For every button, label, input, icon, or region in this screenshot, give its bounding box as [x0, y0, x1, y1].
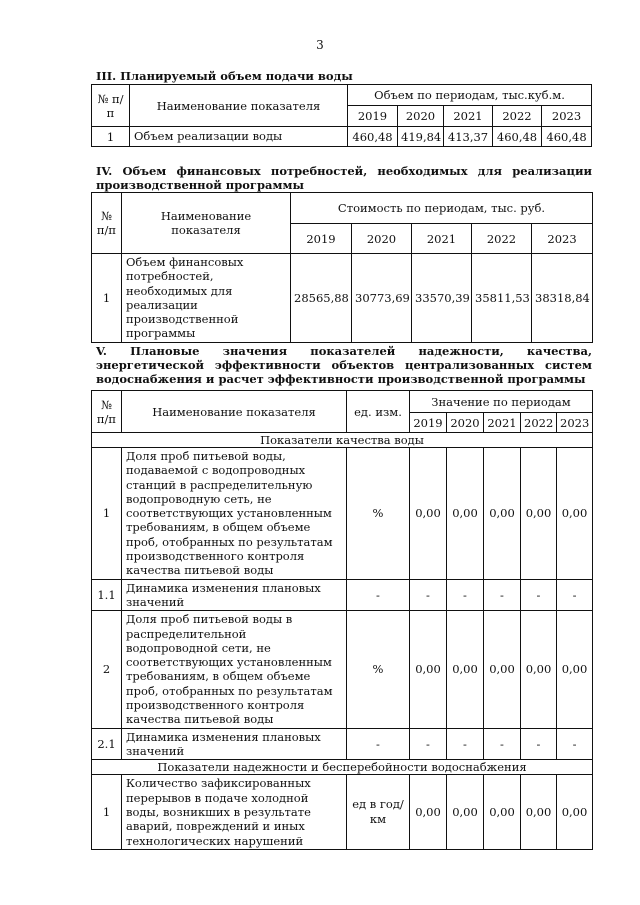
table-row: [92, 775, 593, 850]
year-header: 2020: [398, 106, 444, 127]
value-cell: 460,48: [542, 127, 592, 147]
year-header: 2019: [291, 224, 352, 254]
section5-title: V. Плановые значения показателей надежности, качества, энергетической эффективности объектов централизованных систем водоснабжения и расчет эффективности производственной программы: [96, 344, 592, 386]
table-row: [92, 728, 593, 760]
col-no-header: № п/п: [92, 85, 130, 127]
row-name: Динамика изменения плановых значений: [122, 728, 347, 760]
value-cell: 0,00: [521, 611, 557, 728]
row-name: Объем реализации воды: [130, 127, 348, 147]
year-header: 2022: [493, 106, 542, 127]
table-row: [92, 579, 593, 611]
value-cell: 460,48: [348, 127, 398, 147]
value-cell: 0,00: [521, 448, 557, 580]
value-cell: 33570,39: [412, 254, 472, 343]
row-unit: -: [347, 728, 410, 760]
col-group-header: Стоимость по периодам, тыс. руб.: [291, 193, 593, 224]
table-row: [92, 127, 592, 147]
year-header: 2023: [532, 224, 593, 254]
row-no: 2.1: [92, 728, 122, 760]
section3-title: III. Планируемый объем подачи воды: [96, 69, 353, 83]
row-no: 1: [92, 254, 122, 343]
col-group-header: Значение по периодам: [410, 391, 593, 413]
col-unit-header: ед. изм.: [347, 391, 410, 433]
value-cell: 0,00: [447, 775, 484, 850]
value-cell: -: [447, 728, 484, 760]
value-cell: 38318,84: [532, 254, 593, 343]
value-cell: 0,00: [557, 775, 593, 850]
row-unit: ед в год/ км: [347, 775, 410, 850]
value-cell: 0,00: [557, 611, 593, 728]
value-cell: 0,00: [447, 448, 484, 580]
col-name-header: Наименование показателя: [122, 193, 291, 254]
year-header: 2022: [521, 413, 557, 433]
row-no: 2: [92, 611, 122, 728]
year-header: 2021: [444, 106, 493, 127]
value-cell: 413,37: [444, 127, 493, 147]
value-cell: 0,00: [521, 775, 557, 850]
year-header: 2023: [557, 413, 593, 433]
value-cell: 460,48: [493, 127, 542, 147]
value-cell: -: [521, 579, 557, 611]
year-header: 2022: [472, 224, 532, 254]
value-cell: 28565,88: [291, 254, 352, 343]
group-header-reliability: Показатели надежности и бесперебойности водоснабжения: [92, 760, 593, 775]
col-group-header: Объем по периодам, тыс.куб.м.: [348, 85, 592, 106]
page-number: 3: [316, 38, 324, 52]
row-name: Доля проб питьевой воды в распределительной водопроводной сети, не соответствующих установленным требованиям, в общем объеме проб, отобранных по результатам производственного контроля качества питьевой воды: [122, 611, 347, 728]
value-cell: 30773,69: [352, 254, 412, 343]
section5-table: [91, 390, 593, 850]
value-cell: 35811,53: [472, 254, 532, 343]
table-row: [92, 611, 593, 728]
row-unit: -: [347, 579, 410, 611]
year-header: 2023: [542, 106, 592, 127]
year-header: 2021: [412, 224, 472, 254]
value-cell: 0,00: [484, 448, 521, 580]
value-cell: -: [557, 579, 593, 611]
value-cell: -: [410, 579, 447, 611]
year-header: 2020: [447, 413, 484, 433]
row-name: Динамика изменения плановых значений: [122, 579, 347, 611]
col-no-header: № п/п: [92, 193, 122, 254]
value-cell: 0,00: [410, 775, 447, 850]
value-cell: -: [484, 728, 521, 760]
row-name: Количество зафиксированных перерывов в подаче холодной воды, возникших в результате аварий, повреждений и иных технологических нарушений: [122, 775, 347, 850]
value-cell: -: [521, 728, 557, 760]
section3-table: [91, 84, 592, 147]
value-cell: 0,00: [557, 448, 593, 580]
row-no: 1: [92, 775, 122, 850]
value-cell: 0,00: [484, 611, 521, 728]
row-name: Объем финансовых потребностей, необходимых для реализации производственной программы: [122, 254, 291, 343]
year-header: 2019: [410, 413, 447, 433]
value-cell: 419,84: [398, 127, 444, 147]
row-no: 1.1: [92, 579, 122, 611]
year-header: 2021: [484, 413, 521, 433]
row-unit: %: [347, 448, 410, 580]
value-cell: 0,00: [410, 448, 447, 580]
value-cell: 0,00: [410, 611, 447, 728]
section4-title: IV. Объем финансовых потребностей, необходимых для реализации производственной программы: [96, 164, 592, 192]
value-cell: -: [484, 579, 521, 611]
value-cell: 0,00: [447, 611, 484, 728]
year-header: 2019: [348, 106, 398, 127]
row-name: Доля проб питьевой воды, подаваемой с водопроводных станций в распределительную водопроводную сеть, не соответствующих установленным требованиям, в общем объеме проб, отобранных по результатам производственного контроля качества питьевой воды: [122, 448, 347, 580]
row-no: 1: [92, 448, 122, 580]
col-no-header: № п/п: [92, 391, 122, 433]
section4-table: [91, 192, 593, 343]
value-cell: -: [447, 579, 484, 611]
value-cell: -: [557, 728, 593, 760]
table-row: [92, 254, 593, 343]
value-cell: -: [410, 728, 447, 760]
year-header: 2020: [352, 224, 412, 254]
row-unit: %: [347, 611, 410, 728]
value-cell: 0,00: [484, 775, 521, 850]
col-name-header: Наименование показателя: [130, 85, 348, 127]
row-no: 1: [92, 127, 130, 147]
table-row: [92, 448, 593, 580]
group-header-quality: Показатели качества воды: [92, 433, 593, 448]
col-name-header: Наименование показателя: [122, 391, 347, 433]
